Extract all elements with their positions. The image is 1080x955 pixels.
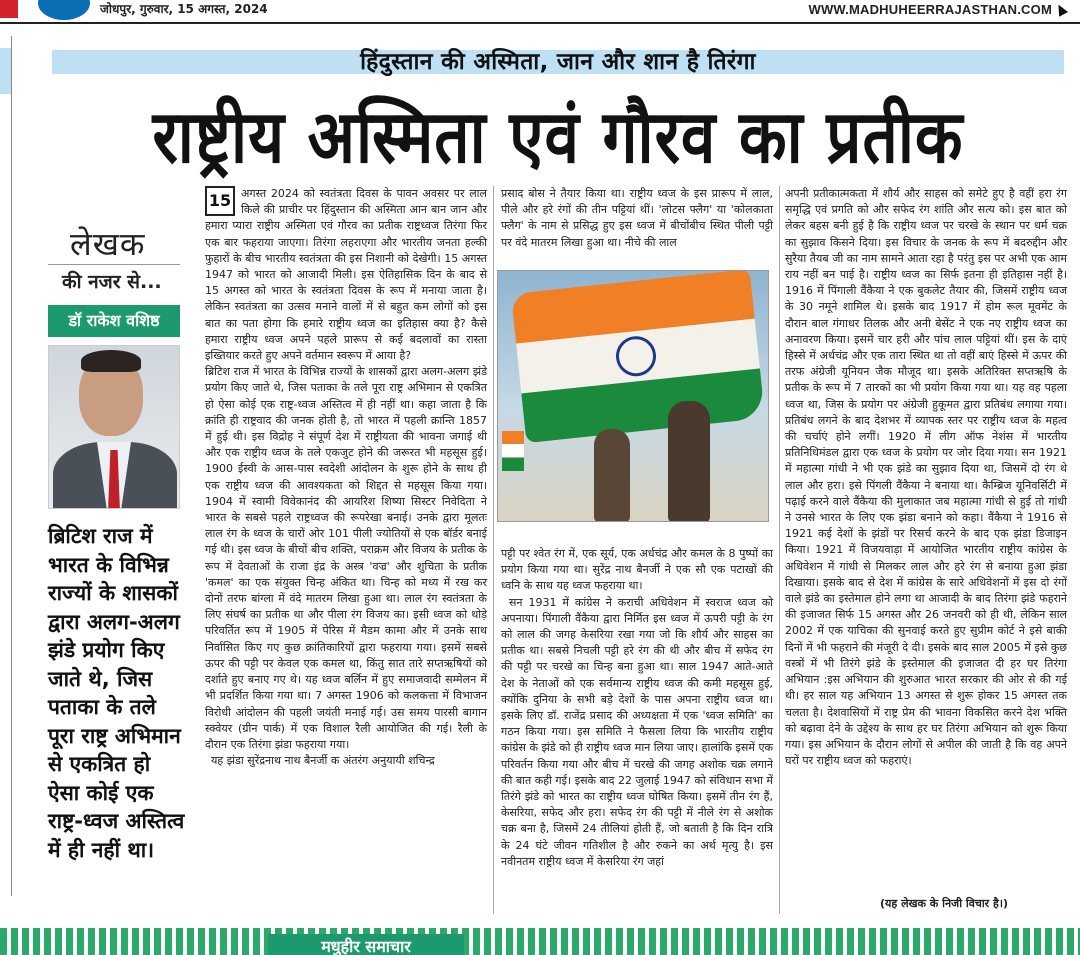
author-section-tagline: की नजर से... (62, 271, 162, 293)
edition-dateline: जोधपुर, गुरुवार, 15 अगस्त, 2024 (100, 2, 268, 16)
ashoka-chakra-icon (614, 334, 658, 378)
flag-image (511, 270, 765, 443)
author-name: डॉ राकेश वशिष्ठ (48, 305, 180, 337)
article-paragraph: प्रसाद बोस ने तैयार किया था। राष्ट्रीय ध्वज के इस प्रारूप में लाल, पीले और हरे रंगों की तीन पट्टियां थीं। 'लोटस फ्लैग' या 'कोलकाता फ्लैग' के नाम से प्रसिद्ध हुए इस ध्वज में बीचोंबीच स्थित पीली पट्टी पर वंदे मातरम लिखा हुआ था। नीचे की लाल (501, 187, 773, 249)
author-photo (48, 345, 180, 509)
photo-figure (594, 429, 630, 522)
article-paragraph: ब्रिटिश राज में भारत के विभिन्न राज्यों के शासकों द्वारा अलग-अलग झंडे प्रयोग किए जाते थे, जिस पताका के तले पूरा राष्ट्र अभिमान से एकत्रित हो ऐसा कोई एक राष्ट्र-ध्वज अस्तित्व में ही नहीं था। कहा जाता है कि क्रांति ही राष्ट्रवाद की जनक होती है, तो भारत में पहली क्रान्ति 1857 में हुई थी। इस विद्रोह ने संपूर्ण देश में राष्ट्रीयता की भावना जगाई थी और एक राष्ट्रीय ध्वज के तले एकजुट होने की जरूरत भी महसूस हुई। 1900 ईस्वी के आस-पास स्वदेशी आंदोलन के शुरू होने के साथ ही एक राष्ट्रीय ध्वज की आवश्यकता को शिद्दत से महसूस किया गया। 1904 में स्वामी विवेकानंद की आयरिश शिष्या सिस्टर निवेदिता ने भारत के सबसे पहले राष्ट्रध्वज की रूपरेखा बनाई। उनके द्वारा मूलतः लाल रंग के ध्वज के चारों ओर 101 पीली ज्योतियों से एक बॉर्डर बनाई गई थी। इस ध्वज के बीचों बीच शक्ति, पराक्रम और विजय के प्रतीक के रूप में देवताओं के राजा इंद्र के अस्त्र 'वज्र' और शुचिता के प्रतीक 'कमल' का एक संयुक्त चिन्ह अंकित था। चिन्ह को मध्य में रख कर दोनों तरफ बांग्ला में वंदे मातरम लिखा हुआ था। लाल रंग स्वतंत्रता के लिए संघर्ष का प्रतीक था और पीला रंग विजय का। इसी ध्वज को थोड़े परिवर्तित रूप में 1905 में पेरिस में मैडम कामा और में उनके साथ निर्वासित किए गए कुछ क्रांतिकारियों द्वारा फहराया गया। इसमें सबसे ऊपर की पट्टी पर केवल एक कमल था, किंतु सात तारे सप्तऋषियों को दर्शाते हुए बनाए गए थे। यह ध्वज बर्लिन में हुए समाजवादी सम्मेलन में भी प्रदर्शित किया गया था। 7 अगस्त 1906 को कलकत्ता में विभाजन विरोधी आंदोलन की पहली जयंती मनाई गई। उस समय पारसी बागान स्क्वेयर (ग्रीन पार्क) में एक विशाल रैली आयोजित की गई। रैली के दौरान एक तिरंगा झंडा फहराया गया। (205, 365, 487, 751)
author-section-label: लेखक (70, 225, 146, 263)
photo-figure (668, 401, 710, 522)
adjacent-column-clipped (0, 36, 12, 896)
author-photo-hair (81, 350, 141, 372)
article-column-2-bottom (501, 546, 773, 870)
article-paragraph (205, 186, 487, 364)
article-text: अगस्त 2024 को स्वतंत्रता दिवस के पावन अवसर पर लाल किले की प्राचीर पर हिंदुस्तान की अस्मिता आन बान जान और हमारा प्यारा राष्ट्रीय अस्मिता एवं गौरव का प्रतीक राष्ट्रध्वज तिरंगा फिर एक बार फहराया जाएगा। तिरंगा लहराएगा और भारतीय जनता हल्की फुहारों के बीच भारतीय स्वतंत्रता की इस निशानी को देखेगी। 15 अगस्त 1947 को भारत को आजादी मिली। इस ऐतिहासिक दिन के बाद से 15 अगस्त को भारत के स्वतंत्रता दिवस के रूप में मनाया जाता है। लेकिन स्वतंत्रता का उत्सव मनाने वालों में से बहुत कम लोगों को इस बात का पता होगा कि हमारे राष्ट्रीय ध्वज का इतिहास क्या है? कैसे हमारा राष्ट्रीय ध्वज अपने पहले प्रारूप से कई बदलावों का रास्ता इख्तियार करते हुए अपने वर्तमान स्वरूप में आया है? (205, 187, 487, 363)
masthead-strip (0, 0, 1080, 24)
article-column-1 (205, 186, 487, 769)
pull-quote: ब्रिटिश राज में भारत के विभिन्न राज्यों के शासकों द्वारा अलग-अलग झंडे प्रयोग किए जाते थे, जिस पताका के तले पूरा राष्ट्र अभिमान से एकत्रित हो ऐसा कोई एक राष्ट्र-ध्वज अस्तित्व में ही नहीं था। (48, 524, 185, 862)
article-column-3 (785, 186, 1067, 769)
adjacent-column-banner (0, 48, 12, 94)
column-divider (493, 186, 494, 914)
article-column-2-top (501, 186, 773, 251)
article-paragraph: यह झंडा सुरेंद्रनाथ नाथ बैनर्जी क अंतरंग अनुयायी शचिन्द्र (211, 754, 435, 768)
small-flag-image (502, 431, 524, 471)
author-divider (48, 264, 180, 265)
article-paragraph: पट्टी पर श्वेत रंग में, एक सूर्य, एक अर्धचंद्र और कमल के 8 पुष्पों का प्रयोग किया गया था। सुरेंद्र नाथ बैनर्जी ने एक सौ एक पटाखों की ध्वनि के साथ यह ध्वज फहराया था। (501, 547, 773, 593)
footer-band (0, 928, 1080, 955)
article-paragraph: अपनी प्रतीकात्मकता में शौर्य और साहस को समेटे हुए है वहीं हरा रंग समृद्धि एवं प्रगति को और सफेद रंग शांति और सत्य को। इस बात को लेकर बहस बनी हुई है कि राष्ट्रीय ध्वज पर चरखे के स्थान पर धर्म चक्र का सुझाव किसने दिया। इस विचार के जनक के रूप में बदरुद्दीन और सुरैया तैयब जी का नाम सामने आता रहा है परंतु इस पर अभी एक आम राय नहीं बन पाई है। राष्ट्रीय ध्वज का सिर्फ इतना ही इतिहास नहीं है। 1916 में पिंगाली वैंकैया ने एक बुकलेट तैयार की, जिसमें राष्ट्रीय ध्वज के 30 नमूने शामिल थे। इसके बाद 1917 में होम रूल मूवमेंट के दौरान बाल गंगाधर तिलक और अनी बेसेंट ने एक नए राष्ट्रीय ध्वज का अनावरण किया। इसमें चार हरी और पांच लाल पट्टियां थीं। इस के दाएं हिस्से में अर्धचंद्र और एक तारा स्थित था तो वहीं बाएं हिस्से में ऊपर की तरफ अंग्रेजी यूनियन जैक मौजूद था। इसके अतिरिक्त सप्तऋषि के प्रतीक के रूप में 7 तारकों का भी प्रयोग किया गया था। यह वह पहला ध्वज था, जिस के प्रयोग पर अंग्रेजी हुकूमत द्वारा प्रतिबंध लगाया गया। प्रतिबंध लगने के बाद देशभर में व्यापक स्तर पर राष्ट्रीय ध्वज के महत्व की चर्चाएं होने लगीं। 1920 में लीग ऑफ नेशंस में भारतीय प्रतिनिधिमंडल द्वारा एक ध्वज के प्रयोग पर जोर दिया गया। सन 1921 में महात्मा गांधी ने भी एक झंडे का सुझाव दिया था, जिसमें दो रंग थे लाल और हरा। इसे पिंगली वैंकैया ने बनाया था। कैम्ब्रिज यूनिवर्सिटी में पढ़ाई करने वाले वैंकैया की मुलाकात जब महात्मा गांधी से हुई तो गांधी ने उनसे भारत के लिए एक झंडा बनाने को कहा। वैंकैया ने 1916 से 1921 कई देशों के झंडों पर रिसर्च करने के बाद एक झंडा डिजाइन किया। 1921 में विजयवाड़ा में आयोजित भारतीय राष्ट्रीय कांग्रेस के अधिवेशन में गांधी से मिलकर लाल और हरे रंग से बनाया हुआ झंडा दिखाया। इसके बाद से देश में कांग्रेस के सारे अधिवेशनों में इस दो रंगों वाले झंडे का इस्तेमाल होने लगा था आजादी के बाद तिरंगा झंडे फहराने की इजाजत सिर्फ 15 अगस्त और 26 जनवरी को ही थी, लेकिन साल 2002 में एक याचिका की सुनवाई करते हुए सुप्रीम कोर्ट ने इसे बाकी दिनों में भी फहराने की मंजूरी दे दी। इसके बाद साल 2005 में इसे कुछ वस्त्रों में भी तिरंगे झंडे के इस्तेमाल की इजाजत दी हर घर तिरंगा अभियान :इस अभियान की शुरुआत भारत सरकार की ओर से की गई थी। हर साल यह अभियान 13 अगस्त से शुरू होकर 15 अगस्त तक चलता है। देशवासियों में राष्ट्र प्रेम की भावना विकसित करने देश भक्ति को बढ़ावा देने के उद्देश्य के साथ हर घर तिरंगा अभियान को शुरू किया गया। इस अभियान के दौरान लोगों से अपील की जाती है कि वह अपने घरों पर राष्ट्रीय ध्वज को फहराएं। (785, 187, 1067, 768)
article-paragraph: सन 1931 में कांग्रेस ने कराची अधिवेशन में स्वराज ध्वज को अपनाया। पिंगाली वैंकैया द्वारा निर्मित इस ध्वज में ऊपरी पट्टी के रंग को लाल की जगह केसरिया रखा गया जो कि शौर्य और साहस का प्रतीक था। सबसे निचली पट्टी हरे रंग की थी और बीच में सफेद रंग की पट्टी पर चरखे का चिन्ह बना हुआ था। साल 1947 आते-आते देश के नेताओं को एक सर्वमान्य राष्ट्रीय ध्वज की कमी महसूस हुई, क्योंकि दुनिया के सभी बड़े देशों के पास अपना राष्ट्रीय ध्वज था। इसके लिए डॉ. राजेंद्र प्रसाद की अध्यक्षता में एक 'ध्वज समिति' का गठन किया गया। इस समिति ने फैसला लिया कि भारतीय राष्ट्रीय कांग्रेस के झंडे को ही राष्ट्रीय ध्वज मान लिया जाए। हालांकि इसमें एक परिवर्तन किया गया और बीच में चरखे की जगह अशोक चक्र लगाने की बात कही गई। इसके बाद 22 जुलाई 1947 को संविधान सभा में तिरंगे झंडे को भारत का राष्ट्रीय ध्वज घोषित किया। इसमें तीन रंग हैं, केसरिया, सफेद और हरा। सफेद रंग की पट्टी में नीले रंग से अशोक चक्र बना है, जिसमें 24 तीलियां होती हैं, जो बताती है कि दिन रात्रि के 24 घंटे जीवन गतिशील है और रुकने का अर्थ मृत्यु है। इस नवीनतम राष्ट्रीय ध्वज में केसरिया रंग जहां (501, 595, 773, 868)
kicker-headline: हिंदुस्तान की अस्मिता, जान और शान है तिरंगा (360, 49, 756, 75)
tiranga-photo (497, 270, 769, 522)
main-headline: राष्ट्रीय अस्मिता एवं गौरव का प्रतीक (152, 93, 964, 180)
brand-logo (38, 0, 90, 20)
mouse-cursor-icon (1054, 2, 1068, 16)
website-url[interactable]: WWW.MADHUHEERRAJASTHAN.COM (808, 2, 1052, 17)
footer-section-tab: मधुहीर समाचार (268, 934, 464, 955)
column-divider (779, 186, 780, 914)
author-disclaimer: (यह लेखक के निजी विचार है।) (880, 897, 1009, 910)
date-box: 15 (205, 186, 235, 216)
brand-red-mark (0, 0, 18, 18)
